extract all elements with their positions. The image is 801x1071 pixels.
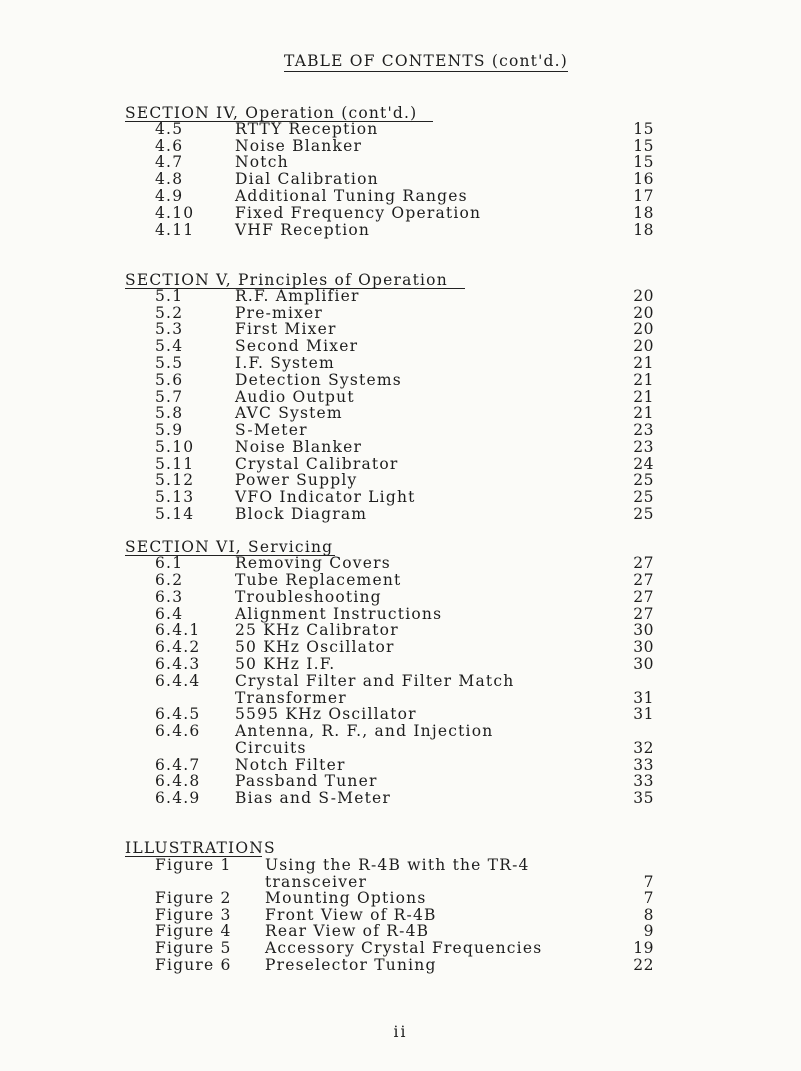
toc-num: 5.3 xyxy=(155,320,184,338)
toc-num: 6.4.1 xyxy=(155,621,201,639)
toc-page: 35 xyxy=(633,789,654,807)
toc-title: Block Diagram xyxy=(235,505,368,523)
toc-page: 20 xyxy=(633,337,654,355)
figure-label: Figure 5 xyxy=(155,939,232,957)
toc-title: Second Mixer xyxy=(235,337,359,355)
page-title: TABLE OF CONTENTS (cont'd.) xyxy=(284,52,569,70)
toc-title: First Mixer xyxy=(235,320,337,338)
toc-page: 20 xyxy=(633,320,654,338)
toc-title: Antenna, R. F., and Injection xyxy=(235,722,494,740)
figure-title: Mounting Options xyxy=(265,889,427,907)
toc-page: 27 xyxy=(633,605,654,623)
toc-num: 6.4.4 xyxy=(155,672,201,690)
toc-title: 50 KHz I.F. xyxy=(235,655,336,673)
toc-page: 25 xyxy=(633,505,654,523)
figure-label: Figure 4 xyxy=(155,922,232,940)
toc-num: 5.13 xyxy=(155,488,195,506)
toc-page: 27 xyxy=(633,571,654,589)
toc-page: 25 xyxy=(633,471,654,489)
figure-page: 8 xyxy=(643,906,654,924)
toc-page: 21 xyxy=(633,354,654,372)
figure-title: Preselector Tuning xyxy=(265,956,437,974)
figure-label: Figure 2 xyxy=(155,889,232,907)
section-iv-heading: SECTION IV, Operation (cont'd.) xyxy=(125,104,418,122)
toc-num: 6.3 xyxy=(155,588,184,606)
toc-page: 33 xyxy=(633,756,654,774)
toc-page: 31 xyxy=(633,689,654,707)
toc-num: 4.8 xyxy=(155,170,184,188)
toc-num: 4.10 xyxy=(155,204,195,222)
toc-title: Tube Replacement xyxy=(235,571,402,589)
toc-num: 5.10 xyxy=(155,438,195,456)
toc-title: Pre-mixer xyxy=(235,304,324,322)
figure-label: Figure 3 xyxy=(155,906,232,924)
figure-title: Rear View of R-4B xyxy=(265,922,430,940)
figure-title: Accessory Crystal Frequencies xyxy=(265,939,543,957)
toc-num: 6.4.7 xyxy=(155,756,201,774)
toc-page: 30 xyxy=(633,638,654,656)
toc-page: 21 xyxy=(633,404,654,422)
toc-page: 24 xyxy=(633,455,654,473)
toc-title: Dial Calibration xyxy=(235,170,379,188)
figure-page: 7 xyxy=(643,889,654,907)
toc-title: RTTY Reception xyxy=(235,120,379,138)
toc-title: Passband Tuner xyxy=(235,772,378,790)
toc-title: Notch Filter xyxy=(235,756,346,774)
toc-title: Fixed Frequency Operation xyxy=(235,204,482,222)
toc-num: 6.4.8 xyxy=(155,772,201,790)
toc-num: 5.9 xyxy=(155,421,184,439)
toc-num: 5.12 xyxy=(155,471,195,489)
figure-page: 7 xyxy=(643,873,654,891)
toc-page: 33 xyxy=(633,772,654,790)
toc-title: Additional Tuning Ranges xyxy=(235,187,468,205)
toc-page: 25 xyxy=(633,488,654,506)
page-number: ii xyxy=(393,1023,408,1041)
toc-num: 4.5 xyxy=(155,120,184,138)
toc-title: Removing Covers xyxy=(235,554,391,572)
toc-page: 21 xyxy=(633,388,654,406)
toc-num: 5.5 xyxy=(155,354,184,372)
toc-title: Alignment Instructions xyxy=(235,605,443,623)
toc-title: Troubleshooting xyxy=(235,588,382,606)
toc-num: 5.6 xyxy=(155,371,184,389)
toc-num: 5.11 xyxy=(155,455,195,473)
toc-page: 15 xyxy=(633,120,654,138)
toc-num: 5.4 xyxy=(155,337,184,355)
toc-title: Detection Systems xyxy=(235,371,402,389)
toc-title: Noise Blanker xyxy=(235,438,363,456)
toc-num: 6.4.2 xyxy=(155,638,201,656)
toc-num: 6.2 xyxy=(155,571,184,589)
figure-label: Figure 1 xyxy=(155,856,232,874)
figure-page: 22 xyxy=(633,956,654,974)
toc-title: Power Supply xyxy=(235,471,358,489)
toc-page: 23 xyxy=(633,438,654,456)
illustrations-heading: ILLUSTRATIONS xyxy=(125,839,276,857)
toc-page: 20 xyxy=(633,287,654,305)
toc-title: S-Meter xyxy=(235,421,308,439)
figure-label: Figure 6 xyxy=(155,956,232,974)
toc-title: Notch xyxy=(235,153,289,171)
toc-num: 6.4 xyxy=(155,605,184,623)
figure-title-continued: transceiver xyxy=(265,873,368,891)
toc-num: 6.1 xyxy=(155,554,184,572)
toc-title: I.F. System xyxy=(235,354,335,372)
toc-page: 23 xyxy=(633,421,654,439)
toc-num: 5.7 xyxy=(155,388,184,406)
toc-page: 31 xyxy=(633,705,654,723)
toc-title-continued: Circuits xyxy=(235,739,307,757)
toc-title: VFO Indicator Light xyxy=(235,488,416,506)
toc-num: 4.11 xyxy=(155,221,195,239)
figure-title: Front View of R-4B xyxy=(265,906,437,924)
figure-title: Using the R-4B with the TR-4 xyxy=(265,856,530,874)
toc-page: 30 xyxy=(633,621,654,639)
toc-page: 20 xyxy=(633,304,654,322)
toc-page: 16 xyxy=(633,170,654,188)
toc-title: Bias and S-Meter xyxy=(235,789,392,807)
toc-title: 25 KHz Calibrator xyxy=(235,621,399,639)
toc-num: 5.2 xyxy=(155,304,184,322)
toc-title: R.F. Amplifier xyxy=(235,287,360,305)
section-v-heading: SECTION V, Principles of Operation xyxy=(125,271,448,289)
toc-num: 6.4.9 xyxy=(155,789,201,807)
toc-num: 5.14 xyxy=(155,505,195,523)
toc-title: AVC System xyxy=(235,404,343,422)
toc-page: 18 xyxy=(633,221,654,239)
toc-page: 15 xyxy=(633,153,654,171)
toc-page: 15 xyxy=(633,137,654,155)
toc-title: 50 KHz Oscillator xyxy=(235,638,395,656)
toc-num: 4.7 xyxy=(155,153,184,171)
toc-title: Audio Output xyxy=(235,388,355,406)
toc-num: 6.4.6 xyxy=(155,722,201,740)
toc-page: 30 xyxy=(633,655,654,673)
toc-page: 32 xyxy=(633,739,654,757)
toc-title: Crystal Filter and Filter Match xyxy=(235,672,515,690)
toc-num: 5.8 xyxy=(155,404,184,422)
toc-title: VHF Reception xyxy=(235,221,371,239)
figure-page: 9 xyxy=(643,922,654,940)
toc-title: Crystal Calibrator xyxy=(235,455,399,473)
toc-num: 6.4.3 xyxy=(155,655,201,673)
toc-num: 4.9 xyxy=(155,187,184,205)
toc-title-continued: Transformer xyxy=(235,689,347,707)
toc-num: 4.6 xyxy=(155,137,184,155)
figure-page: 19 xyxy=(633,939,654,957)
section-vi-heading: SECTION VI, Servicing xyxy=(125,538,334,556)
toc-num: 6.4.5 xyxy=(155,705,201,723)
toc-page: 18 xyxy=(633,204,654,222)
toc-num: 5.1 xyxy=(155,287,184,305)
toc-title: 5595 KHz Oscillator xyxy=(235,705,417,723)
toc-page: 27 xyxy=(633,554,654,572)
toc-title: Noise Blanker xyxy=(235,137,363,155)
toc-page: 17 xyxy=(633,187,654,205)
toc-page: 27 xyxy=(633,588,654,606)
toc-page: 21 xyxy=(633,371,654,389)
